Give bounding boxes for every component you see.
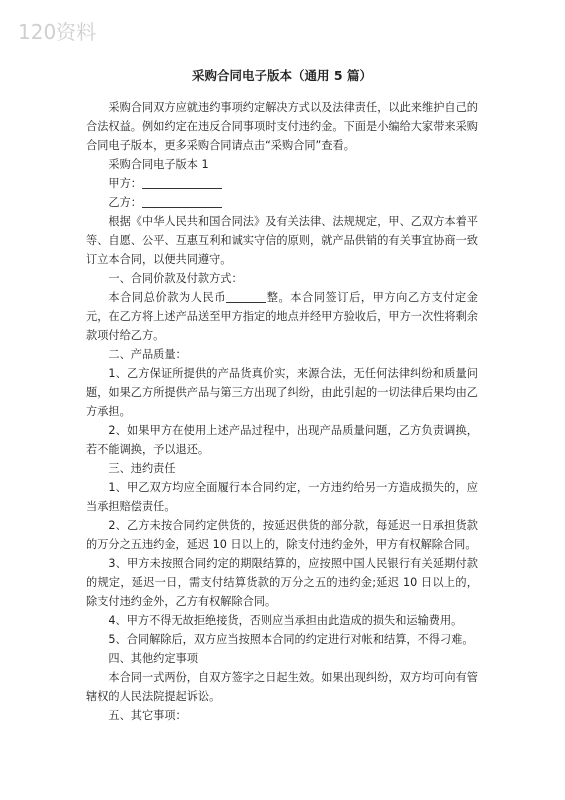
watermark-text: 120资料: [18, 20, 97, 44]
party-b-blank: [142, 195, 222, 208]
section-3-item-3: 3、甲方未按照合同约定的期限结算的，应按照中国人民银行有关延期付款的规定，延迟一日，需支付结算货款的万分之五的违约金;延迟 10 日以上的，除支付违约金外，乙方有权解除合同。: [86, 557, 478, 608]
document-title: 采购合同电子版本（通用 5 篇）: [192, 68, 372, 83]
section-3-item-4: 4、甲方不得无故拒绝接货，否则应当承担由此造成的损失和运输费用。: [108, 614, 463, 627]
section-2-heading: 二、产品质量：: [108, 348, 187, 361]
section-5-heading: 五、其它事项：: [108, 709, 187, 722]
section-2-item-2: 2、如果甲方在使用上述产品过程中，出现产品质量问题，乙方负责调换，若不能调换，予以退还。: [86, 424, 478, 456]
version-label: 采购合同电子版本 1: [108, 158, 209, 171]
section-3-item-5: 5、合同解除后，双方应当按照本合同的约定进行对帐和结算，不得刁难。: [108, 633, 474, 646]
price-blank: [226, 290, 266, 303]
section-4-heading: 四、其他约定事项: [108, 652, 198, 665]
party-a-line: [86, 174, 478, 193]
section-1-paragraph: [86, 288, 478, 345]
party-a-label: 甲方：: [108, 177, 142, 190]
section-3-item-2: 2、乙方未按合同约定供货的，按延迟供货的部分款，每延迟一日承担货款的万分之五违约金，延迟 10 日以上的，除支付违约金外，甲方有权解除合同。: [86, 519, 478, 551]
intro-paragraph: 采购合同双方应就违约事项约定解决方式以及法律责任，以此来维护自己的合法权益。例如约定在违反合同事项时支付违约金。下面是小编给大家带来采购合同电子版本，更多采购合同请点击“采购合同”查看。: [86, 101, 478, 152]
section-4-paragraph: 本合同一式两份，自双方签字之日起生效。如果出现纠纷，双方均可向有管辖权的人民法院提起诉讼。: [86, 671, 478, 703]
section-3-heading: 三、违约责任: [108, 462, 176, 475]
party-a-blank: [142, 176, 222, 189]
section-1-text-after: 整。本合同签订后，甲方向乙方支付定金元，在乙方将上述产品送至甲方指定的地点并经甲方验收后，甲方一次性将剩余款项付给乙方。: [86, 291, 478, 342]
section-1-text-before: 本合同总价款为人民币: [108, 291, 227, 304]
party-b-label: 乙方：: [108, 196, 142, 209]
document-body: [86, 66, 478, 725]
section-3-item-1: 1、甲乙双方均应全面履行本合同约定，一方违约给另一方造成损失的，应当承担赔偿责任。: [86, 481, 478, 513]
section-2-item-1: 1、乙方保证所提供的产品货真价实，来源合法，无任何法律纠纷和质量问题，如果乙方所提供产品与第三方出现了纠纷，由此引起的一切法律后果均由乙方承担。: [86, 367, 478, 418]
section-1-heading: 一、合同价款及付款方式：: [108, 272, 243, 285]
preamble-paragraph: 根据《中华人民共和国合同法》及有关法律、法规规定，甲、乙双方本着平等、自愿、公平、互惠互利和诚实守信的原则，就产品供销的有关事宜协商一致订立本合同，以便共同遵守。: [86, 215, 478, 266]
party-b-line: [86, 193, 478, 212]
